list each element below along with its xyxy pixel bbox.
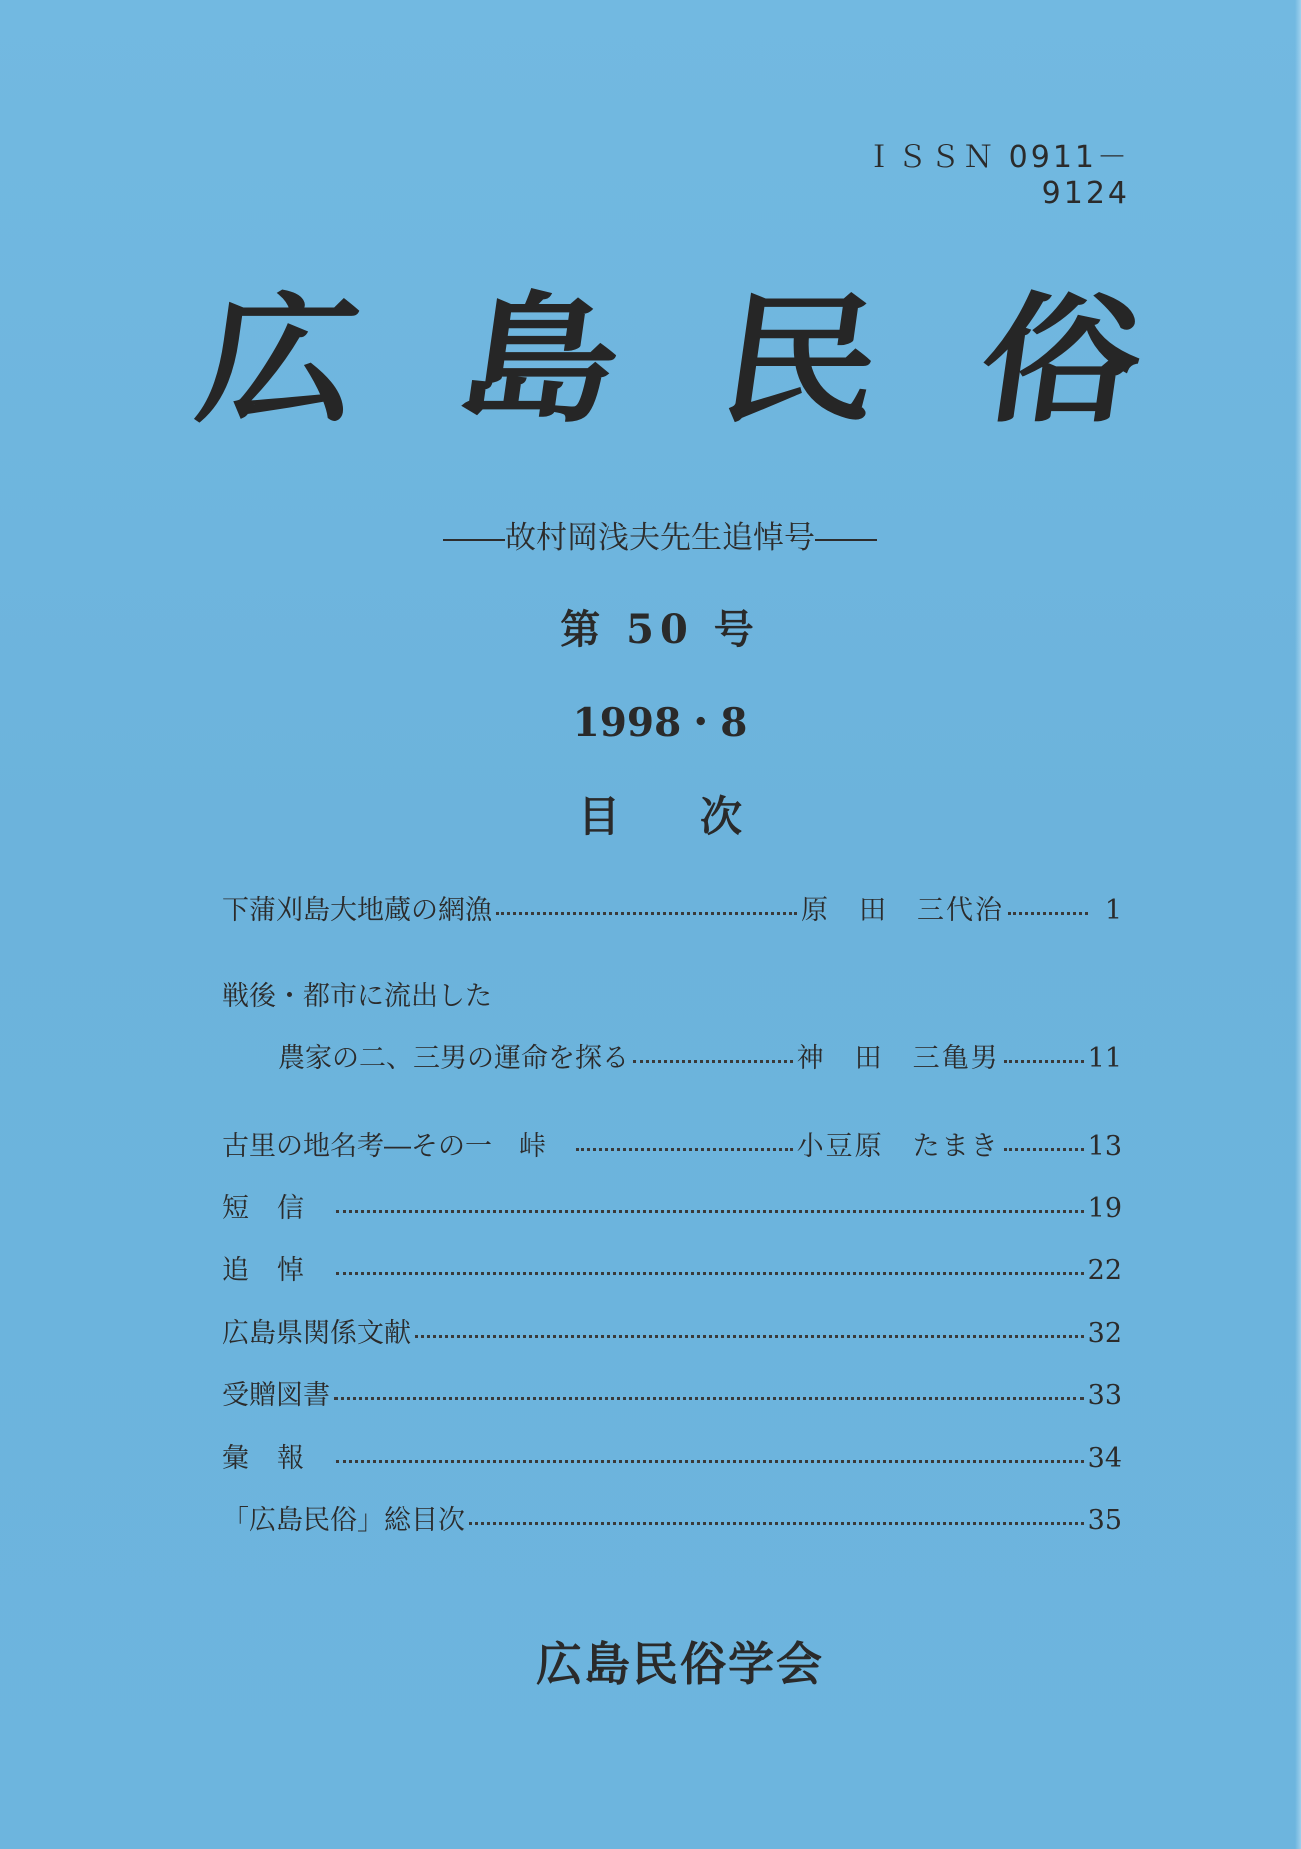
leader-dots bbox=[1008, 894, 1088, 915]
leader-dots bbox=[336, 1192, 1084, 1213]
toc-entry-page: 34 bbox=[1087, 1443, 1122, 1474]
toc-entry-title: 下蒲刈島大地蔵の網漁 bbox=[222, 895, 492, 926]
toc-entry-title: 受贈図書 bbox=[222, 1380, 330, 1411]
toc-entry-page: 22 bbox=[1087, 1255, 1122, 1286]
toc-entry-page: 11 bbox=[1087, 1043, 1122, 1074]
leader-dots bbox=[336, 1442, 1084, 1463]
toc-entry-author: 原 田 三代治 bbox=[801, 895, 1004, 926]
toc-entry bbox=[222, 1248, 1122, 1284]
toc-entry bbox=[222, 1498, 1122, 1534]
memorial-subtitle: ――故村岡浅夫先生追悼号―― bbox=[443, 520, 877, 556]
issn-number: ＩＳＳＮ 0911－9124 bbox=[864, 140, 1130, 211]
journal-title bbox=[188, 279, 1152, 442]
toc-entry-page: 1 bbox=[1104, 895, 1122, 926]
toc-entry bbox=[222, 1124, 1122, 1160]
title-char: 民 bbox=[709, 279, 891, 442]
title-char: 広 bbox=[188, 279, 370, 442]
toc-entry bbox=[222, 1311, 1122, 1347]
toc-entry-title: 「広島民俗」総目次 bbox=[222, 1505, 465, 1536]
toc-entry-title: 彙報 bbox=[222, 1443, 332, 1474]
title-char: 俗 bbox=[970, 279, 1152, 442]
leader-dots bbox=[1004, 1130, 1084, 1151]
toc-entry-page: 32 bbox=[1087, 1318, 1122, 1349]
toc-entry-page: 19 bbox=[1087, 1193, 1122, 1224]
title-char: 島 bbox=[449, 279, 631, 442]
leader-dots bbox=[633, 1042, 793, 1063]
leader-dots bbox=[336, 1254, 1084, 1275]
toc-entry bbox=[222, 888, 1122, 924]
toc-entry-title-line1: 戦後・都市に流出した bbox=[222, 981, 492, 1012]
issue-date: 1998・8 bbox=[572, 700, 748, 746]
toc-entry-title: 広島県関係文献 bbox=[222, 1318, 411, 1349]
toc-entry-title: 短信 bbox=[222, 1193, 332, 1224]
toc-entry-author: 神 田 三亀男 bbox=[796, 1043, 1000, 1074]
leader-dots bbox=[496, 894, 797, 915]
toc-heading: 目次 bbox=[577, 792, 822, 841]
toc-entry bbox=[222, 1186, 1122, 1222]
leader-dots bbox=[1004, 1042, 1084, 1063]
toc-entry-title: 古里の地名考―その一 峠 bbox=[222, 1131, 546, 1162]
leader-dots bbox=[415, 1317, 1084, 1338]
toc-entry-page: 13 bbox=[1087, 1131, 1122, 1162]
toc-entry-title: 農家の二、三男の運命を探る bbox=[278, 1043, 629, 1074]
toc-entry bbox=[222, 1436, 1122, 1472]
leader-dots bbox=[469, 1504, 1084, 1525]
toc-entry-page: 33 bbox=[1087, 1380, 1122, 1411]
leader-dots bbox=[576, 1130, 793, 1151]
leader-dots bbox=[334, 1379, 1084, 1400]
toc-entry-title: 追悼 bbox=[222, 1255, 332, 1286]
toc-entry bbox=[278, 1036, 1122, 1072]
issue-number: 第 50 号 bbox=[560, 606, 760, 653]
toc-entry bbox=[222, 1373, 1122, 1409]
toc-entry-author: 小豆原 たまき bbox=[796, 1131, 1000, 1162]
toc-entry-page: 35 bbox=[1087, 1505, 1122, 1536]
publisher-name: 広島民俗学会 bbox=[536, 1637, 824, 1691]
